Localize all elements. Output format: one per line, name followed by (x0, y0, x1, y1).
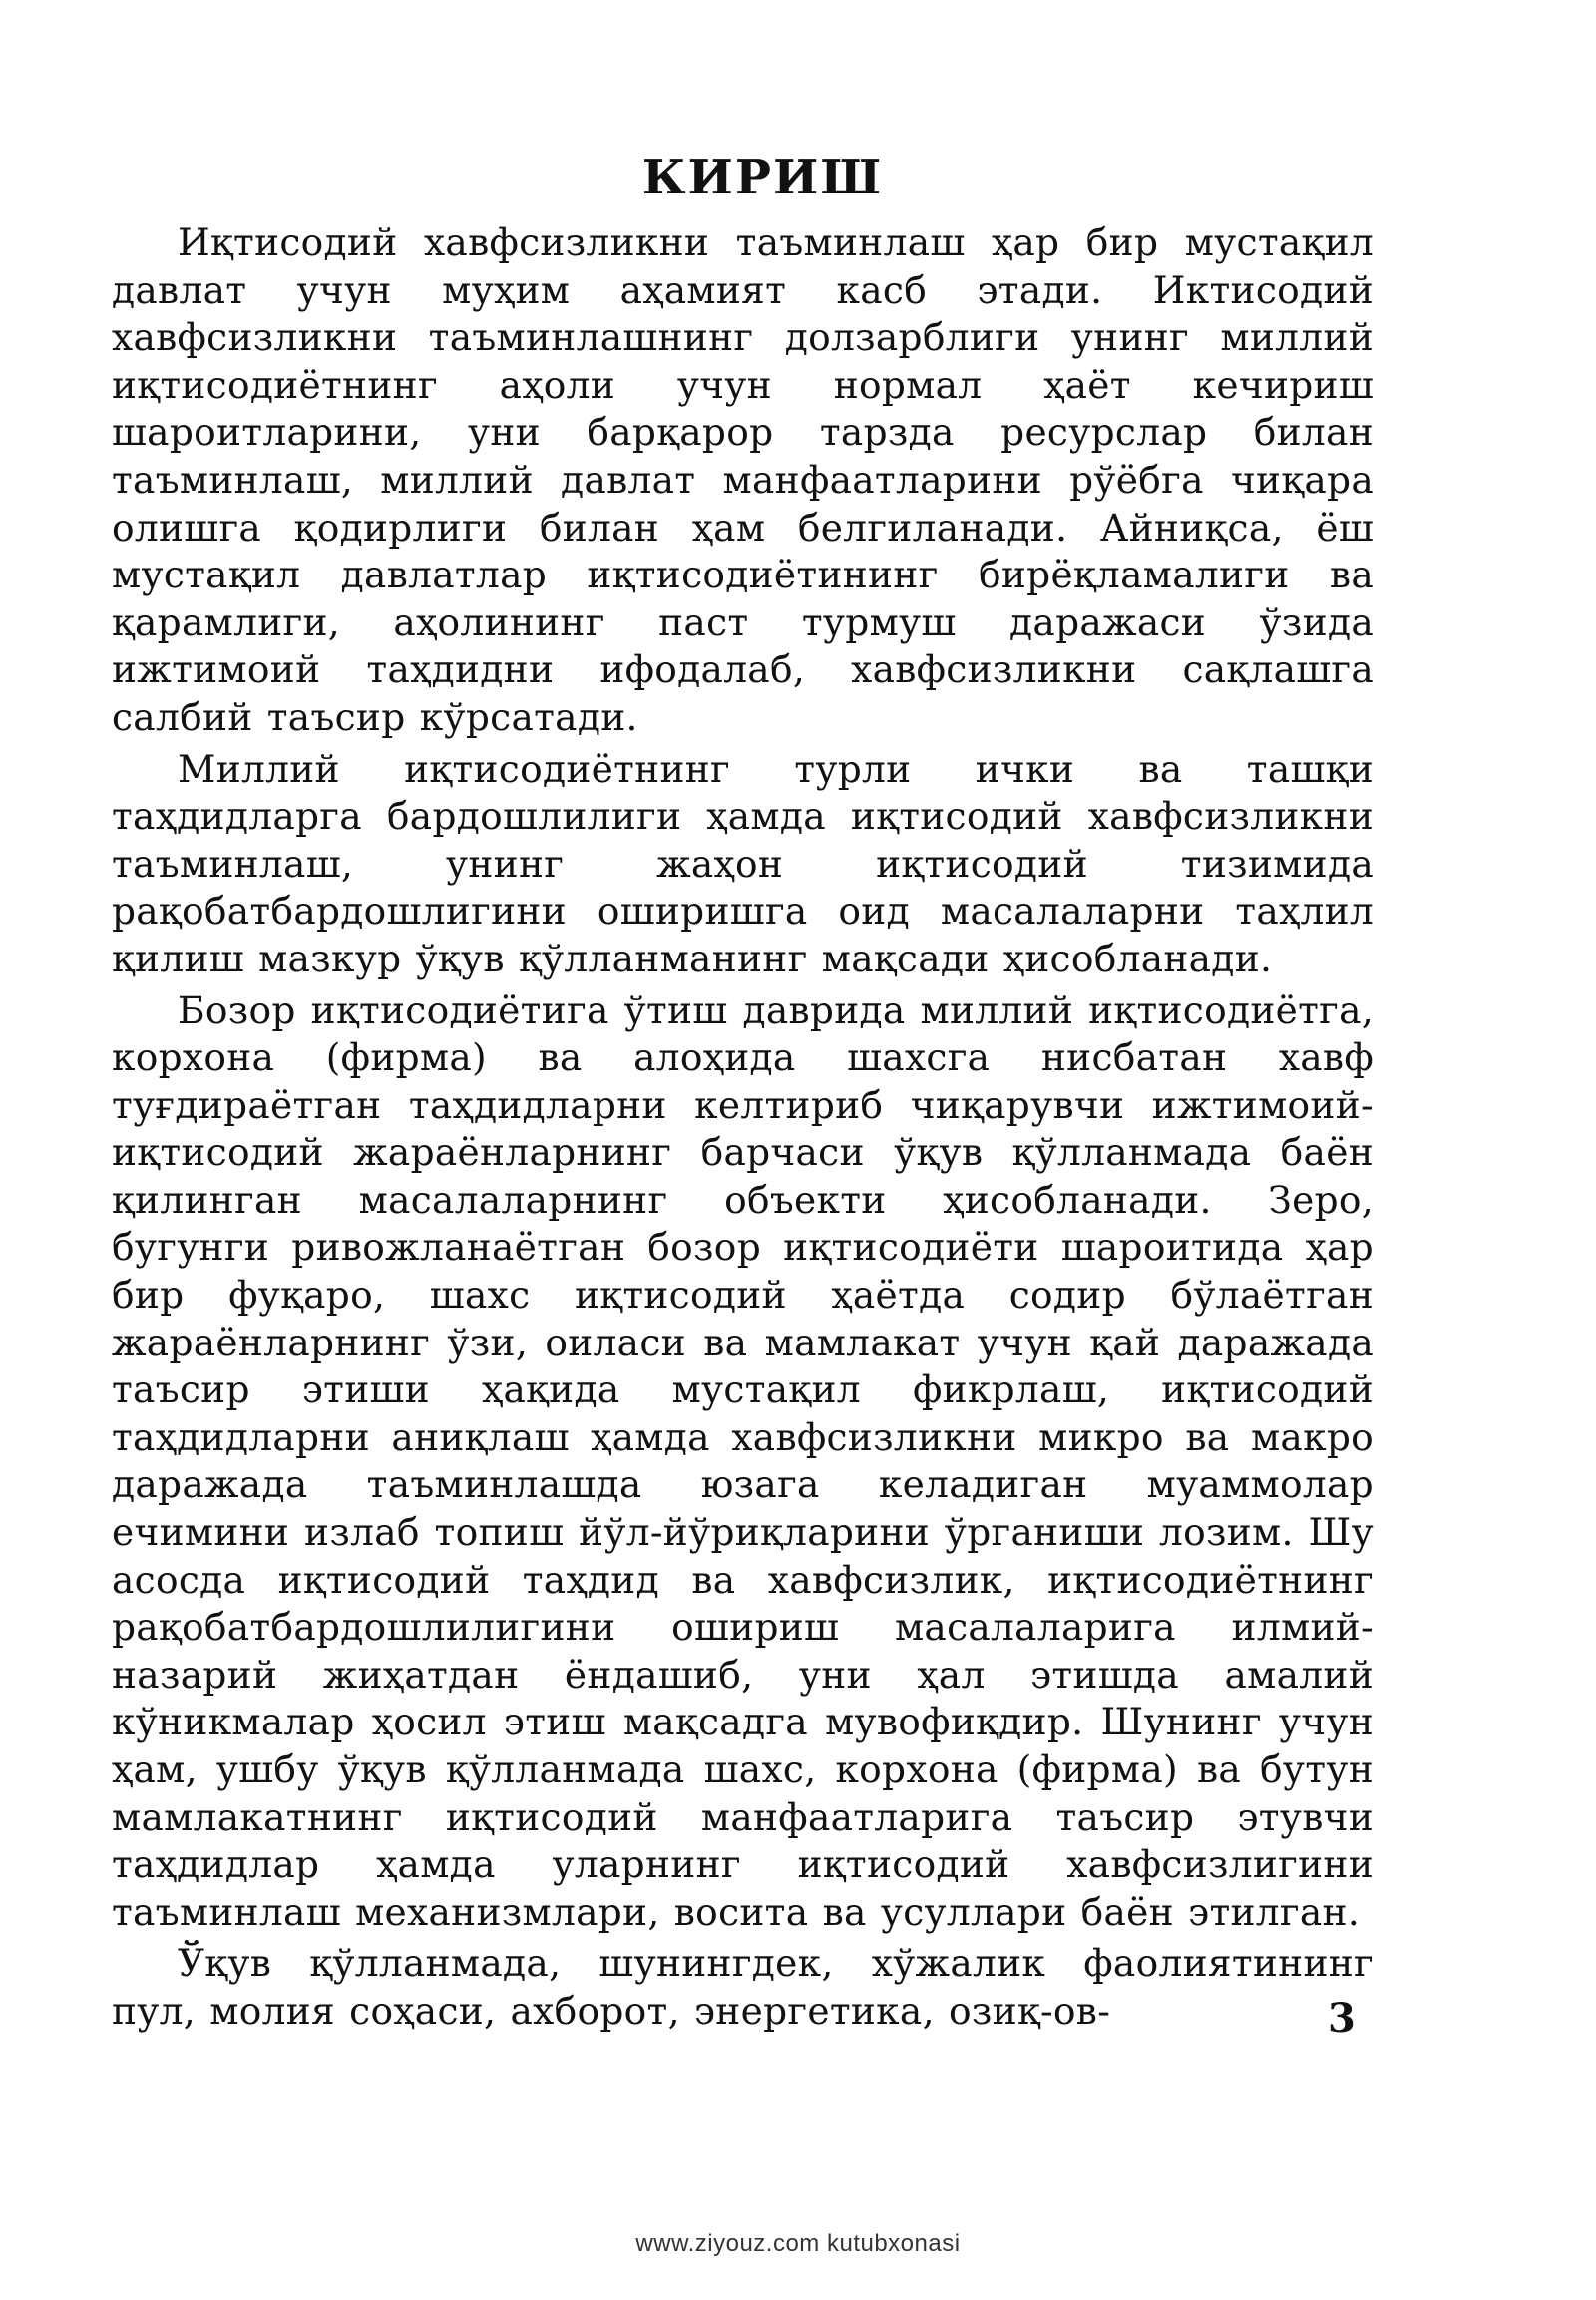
page-body (112, 150, 1374, 2036)
footer-watermark: www.ziyouz.com kutubxonasi (635, 2230, 961, 2257)
paragraph-3: Бозор иқтисодиётига ўтиш даврида миллий иқтисодиётга, корхона (фирма) ва алоҳида шахсга нисбатан хавф туғдираётган таҳдидларни келтириб чиқарувчи ижтимоий-иқтисодий жараёнларнинг барчаси ўқув қўлланмада баён қилинган масалаларнинг объекти ҳисобланади. Зеро, бугунги ривожланаётган бозор иқтисодиёти шароитида ҳар бир фуқаро, шахс иқтисодий ҳаётда содир бўлаётган жараёнларнинг ўзи, оиласи ва мамлакат учун қай даражада таъсир этиши ҳақида мустақил фикрлаш, иқтисодий таҳдидларни аниқлаш ҳамда хавфсизликни микро ва макро даражада таъминлашда юзага келадиган муаммолар ечимини излаб топиш йўл-йўриқларини ўрганиши лозим. Шу асосда иқтисодий таҳдид ва хавфсизлик, иқтисодиётнинг рақобатбардошлилигини ошириш масалаларига илмий-назарий жиҳатдан ёндашиб, уни ҳал этишда амалий кўникмалар ҳосил этиш мақсадга мувофиқдир. Шунинг учун ҳам, ушбу ўқув қўлланмада шахс, корхона (фирма) ва бутун мамлакатнинг иқтисодий манфаатларига таъсир этувчи таҳдидлар ҳамда уларнинг иқтисодий хавфсизлигини таъминлаш механизмлари, восита ва усуллари баён этилган. (112, 987, 1374, 1934)
paragraph-4: Ўқув қўлланмада, шунингдек, хўжалик фаолиятининг пул, молия соҳаси, ахборот, энергетика, озиқ-ов- (112, 1941, 1374, 2033)
paragraph-2: Миллий иқтисодиётнинг турли ички ва ташқи таҳдидларга бардошлилиги ҳамда иқтисодий хавфсизликни таъминлаш, унинг жаҳон иқтисодий тизимида рақобатбардошлигини оширишга оид масалаларни таҳлил қилиш мазкур ўқув қўлланманинг мақсади ҳисобланади. (112, 746, 1374, 980)
paragraph-1: Иқтисодий хавфсизликни таъминлаш ҳар бир мустақил давлат учун муҳим аҳамият касб этади. Иктисодий хавфсизликни таъминлашнинг долзарблиги унинг миллий иқтисодиётнинг аҳоли учун нормал ҳаёт кечириш шароитларини, уни барқарор тарзда ресурслар билан таъминлаш, миллий давлат манфаатларини рўёбга чиқара олишга қодирлиги билан ҳам белгиланади. Айниқса, ёш мустақил давлатлар иқтисодиётининг бирёқламалиги ва қарамлиги, аҳолининг паст турмуш даражаси ўзида ижтимоий таҳдидни ифодалаб, хавфсизликни сақлашга салбий таъсир кўрсатади. (112, 220, 1374, 739)
page-number: 3 (1328, 1995, 1356, 2042)
section-title: КИРИШ (641, 150, 884, 205)
